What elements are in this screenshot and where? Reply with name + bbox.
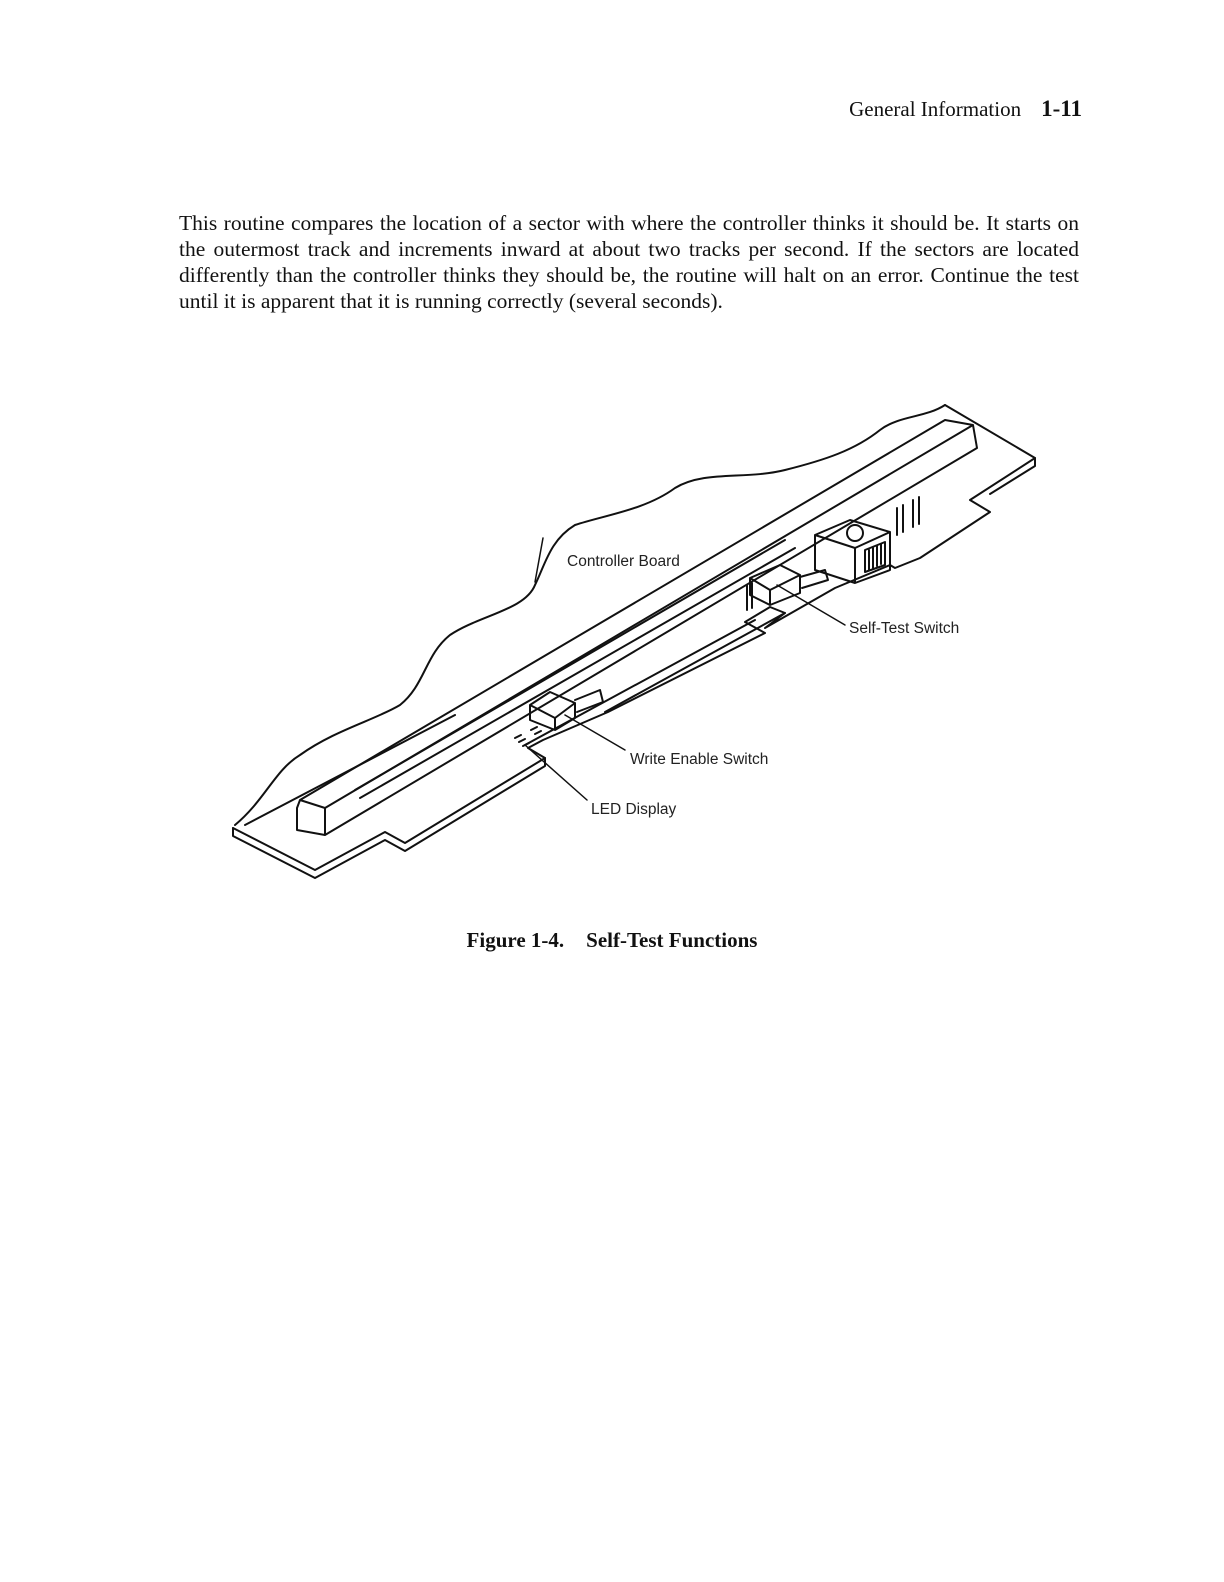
header-pins — [747, 497, 919, 610]
write-enable-actuator — [575, 690, 603, 712]
leader-self-test-switch — [777, 585, 845, 625]
controller-board-illustration — [225, 400, 1045, 900]
page-header — [849, 96, 1082, 122]
write-enable-switch-block — [530, 692, 575, 730]
led-display-label: LED Display — [591, 801, 677, 818]
section-title: General Information — [849, 97, 1022, 121]
board-cutaway-outline — [235, 405, 945, 825]
leader-write-enable-switch — [565, 715, 625, 750]
dial-chip — [815, 520, 890, 583]
dial — [847, 525, 863, 541]
body-paragraph: This routine compares the location of a sector with where the controller thinks it should be. It starts on the outermost track and increments inward at about two tracks per second. If the sectors are located differently than the controller thinks they should be, the routine will halt on an error. Continue the test until it is apparent that it is running correctly (several seconds). — [179, 211, 1079, 313]
self-test-switch-block — [750, 565, 800, 605]
controller-board-label: Controller Board — [567, 553, 680, 570]
page-number: 1-11 — [1041, 96, 1082, 121]
self-test-switch-label: Self-Test Switch — [849, 620, 960, 637]
controller-board-figure — [225, 400, 1045, 900]
board-inner-lines — [245, 613, 785, 825]
figure-caption — [0, 928, 1224, 953]
write-enable-switch-label: Write Enable Switch — [630, 751, 769, 768]
figure-number: Figure 1-4. — [466, 928, 565, 952]
figure-title: Self-Test Functions — [586, 928, 758, 952]
